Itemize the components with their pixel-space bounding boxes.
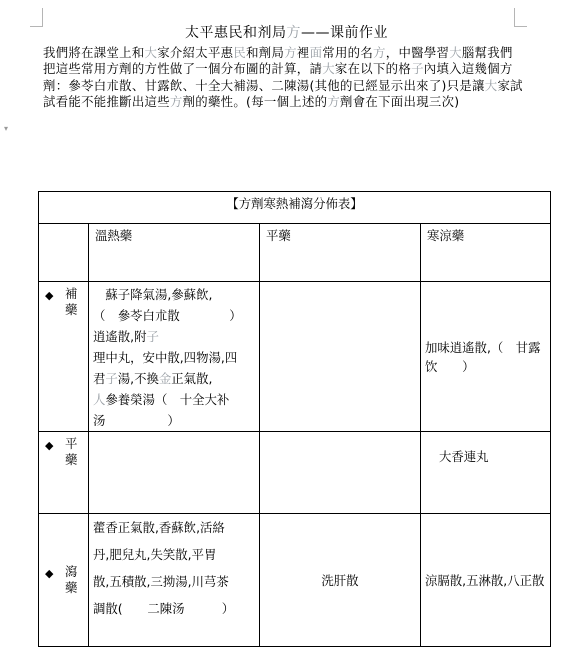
- intro-text: 家介紹太平惠: [157, 45, 234, 60]
- formula-text: 丹,肥兒丸,失笑散,平胃: [93, 547, 217, 562]
- intro-text-highlight: 方: [373, 45, 386, 60]
- formula-text: 汤 ）: [93, 413, 180, 428]
- cell-purge-cold: 涼膈散,五淋散,八正散: [421, 514, 551, 647]
- formula-text: （ 參苓白朮散 ）: [93, 308, 242, 323]
- row-label-purge: [39, 514, 89, 647]
- formula-text: 藿香正氣散,香蘇飲,活絡: [93, 520, 225, 535]
- intro-text-highlight: 民: [233, 45, 247, 60]
- formula-text: 理中丸，安中散,四物湯,四: [93, 350, 238, 365]
- intro-text: 我們將在課堂上和: [43, 45, 145, 60]
- title-text-1: 太平惠民和剂局: [185, 25, 287, 41]
- formula-line: [93, 326, 255, 347]
- intro-text: 裡: [296, 45, 310, 60]
- formula-text-highlight: 子: [146, 329, 159, 344]
- document-title: [0, 22, 573, 42]
- formula-text-highlight: 金: [158, 371, 172, 386]
- header-empty: [39, 224, 89, 282]
- intro-text-highlight: 大: [322, 61, 335, 77]
- cell-tonic-warm: [89, 282, 260, 432]
- intro-text: 劑會在下面出現三次): [340, 94, 460, 110]
- formula-text: 湯,不換: [117, 371, 159, 386]
- formula-line: [93, 595, 255, 622]
- row-label-tonic: [39, 282, 89, 432]
- intro-text-highlight: 大: [449, 45, 462, 60]
- row-label-text: 平藥: [65, 436, 78, 467]
- title-text-3: ——课前作业: [301, 25, 388, 41]
- formula-line: [93, 305, 255, 326]
- header-cold: 寒涼藥: [421, 224, 551, 282]
- formula-text: 正氣散,: [171, 371, 213, 386]
- margin-arrow-icon: ▾: [4, 124, 9, 133]
- formula-line: [93, 568, 255, 595]
- row-label-text: 補藥: [65, 286, 78, 317]
- formula-text: 蘇子降氣湯,參蘇飲,: [93, 287, 213, 302]
- formula-line: [93, 284, 255, 305]
- bullet-icon: ◆: [45, 567, 54, 580]
- formula-text: 參養榮湯（ 十全大补: [105, 392, 230, 407]
- bullet-icon: ◆: [45, 439, 54, 452]
- formula-line: [93, 347, 255, 368]
- cell-tonic-cold: 加味逍遙散,（ 甘露饮 ）: [421, 282, 551, 432]
- formula-text: 散,五積散,三拗湯,川芎茶: [93, 574, 229, 589]
- intro-text: 劑的藥性。(每一個上述的: [182, 94, 328, 110]
- intro-text: 常用的名: [322, 45, 374, 60]
- header-neutral: 平藥: [260, 224, 421, 282]
- intro-text: 和劑局: [246, 45, 285, 60]
- intro-text-highlight: 子: [411, 61, 424, 77]
- bullet-icon: ◆: [45, 289, 54, 302]
- header-warm: 溫熱藥: [89, 224, 260, 282]
- formula-text: 調散( 二陳汤 ）: [93, 601, 235, 616]
- distribution-table: [38, 191, 551, 647]
- cell-neutral-warm: [89, 432, 260, 514]
- intro-paragraph: [43, 45, 523, 111]
- cell-neutral-cold: 大香連丸: [421, 432, 551, 514]
- intro-text: 家在以下的格: [334, 61, 412, 77]
- cell-purge-neutral: 洗肝散: [260, 514, 421, 647]
- cell-neutral-neutral: [260, 432, 421, 514]
- cell-tonic-neutral: [260, 282, 421, 432]
- cell-purge-warm: [89, 514, 260, 647]
- intro-text: 內填入這幾個方劑：參苓白朮散、甘露飲、十全大補湯、二陳湯(其他的已經显示出來了)只是讓: [43, 61, 513, 93]
- intro-text-highlight: 大: [144, 45, 158, 60]
- intro-text: 腦幫我們把這些常用方劑的方性做了一個分布圖的計算，請: [43, 45, 513, 77]
- formula-text: 君: [93, 371, 106, 386]
- row-label-text: 瀉藥: [65, 564, 78, 595]
- formula-line: [93, 368, 255, 389]
- intro-text-highlight: 方: [284, 45, 297, 60]
- formula-text-highlight: 人: [93, 392, 106, 407]
- formula-text-highlight: 子: [105, 371, 118, 386]
- formula-line: [93, 389, 255, 410]
- formula-line: [93, 410, 255, 431]
- intro-text: 家試試看能不能推斷出這些: [43, 77, 523, 110]
- intro-text-highlight: 大: [484, 77, 498, 93]
- title-text-2: 方: [286, 25, 301, 41]
- formula-line: [93, 541, 255, 568]
- intro-text: ，中醫學習: [385, 45, 450, 60]
- intro-text-highlight: 面: [309, 45, 323, 60]
- formula-line: [93, 514, 255, 541]
- table-caption: 【方劑寒熱補瀉分佈表】: [39, 192, 551, 224]
- row-label-neutral: [39, 432, 89, 514]
- intro-text-highlight: 方: [169, 94, 183, 110]
- intro-text-highlight: 方: [327, 94, 341, 110]
- formula-text: 逍遙散,附: [93, 329, 147, 344]
